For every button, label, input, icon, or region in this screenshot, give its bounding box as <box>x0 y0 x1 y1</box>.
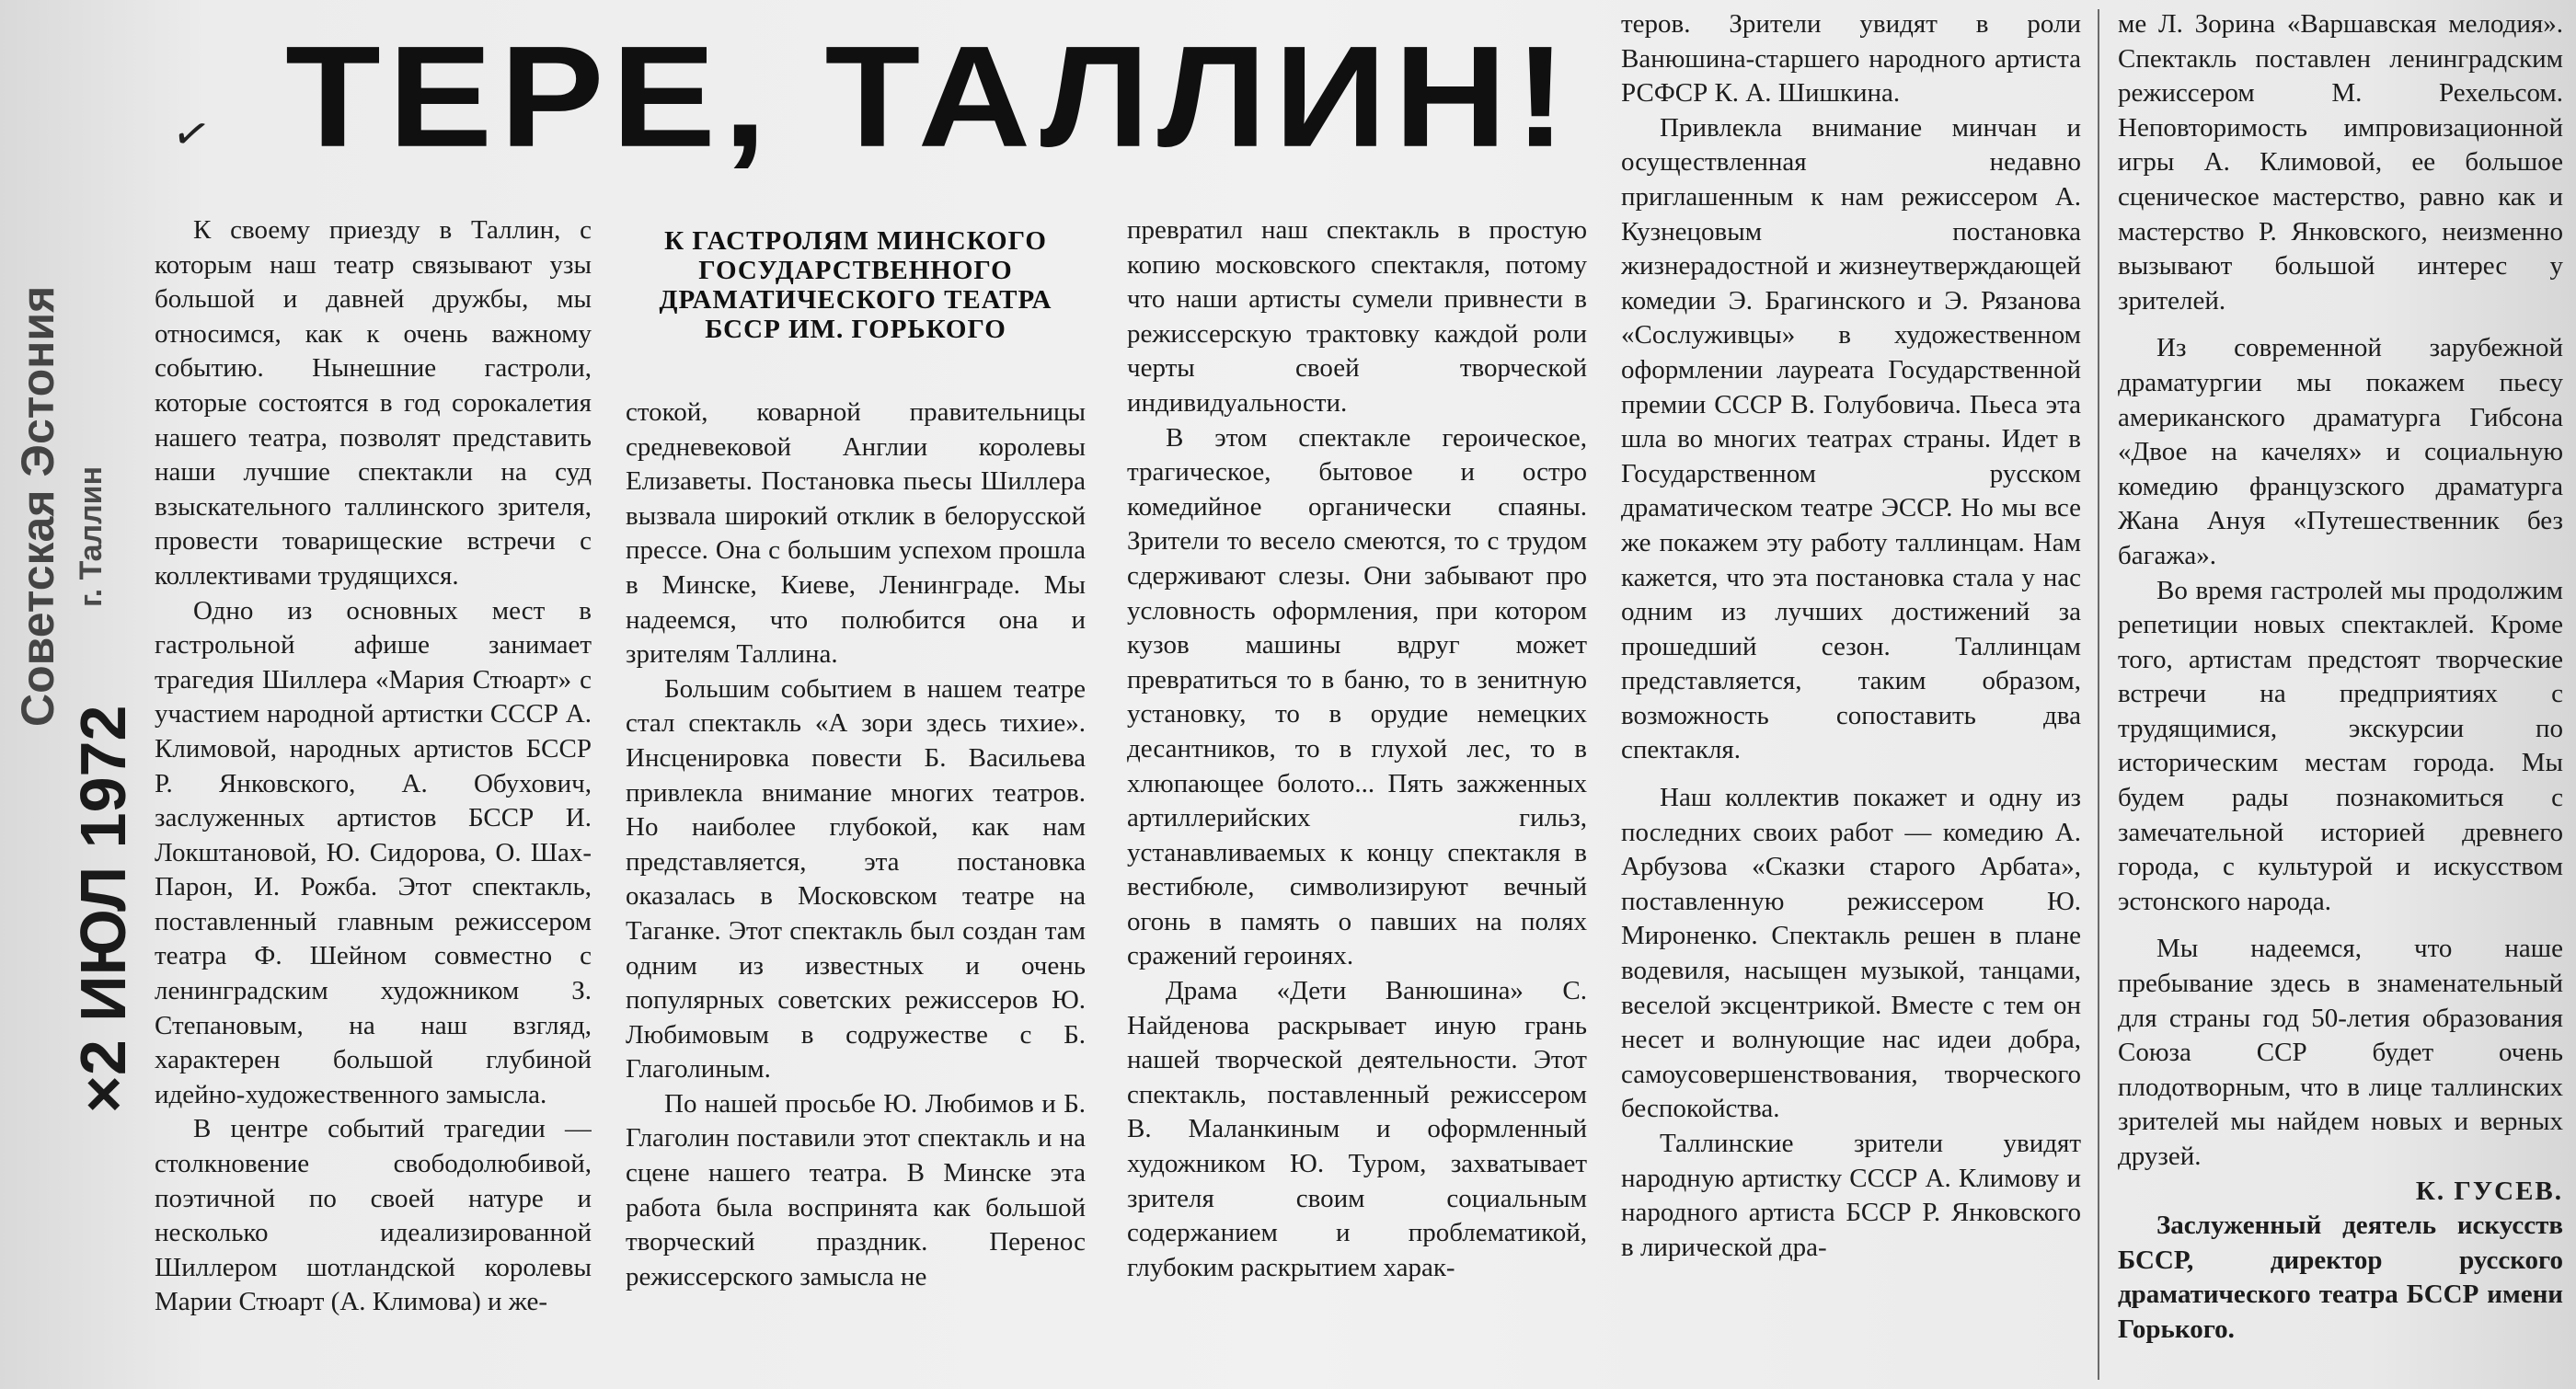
article-column-4 <box>1621 7 2081 1389</box>
paragraph: превратил наш спектакль в простую копию московского спектакля, потому что наши артисты сумели привнести в режиссерскую трактовку каждой роли черты своей творческой индивидуальности. <box>1127 215 1587 418</box>
stamp-city: г. Таллин <box>74 465 109 607</box>
paragraph: стокой, коварной правительницы средневековой Англии королевы Елизаветы. Постановка пьесы Шиллера вызвала широкий отклик в белорусской прессе. Она с большим успехом прошла в Минске, Киеве, Ленинграде. Мы надеемся, что полюбится она и зрителям Таллина. <box>626 397 1086 670</box>
paragraph: В центре событий трагедии — столкновение свободолюбивой, поэтичной по своей натуре и несколько идеализированной Шиллером шотландской королевы Марии Стюарт (А. Климова) и же- <box>155 1114 592 1317</box>
paragraph: Большим событием в нашем театре стал спектакль «А зори здесь тихие». Инсценировка повести Б. Васильева привлекла внимание многих театров. Но наиболее глубокой, как нам представляется, эта постановка оказалась в Московском театре на Таганке. Этот спектакль был создан там одним из известных и очень популярных советских режиссеров Ю. Любимовым в содружестве с Б. Глаголиным. <box>626 673 1086 1085</box>
paragraph: теров. Зрители увидят в роли Ванюшина-старшего народного артиста РСФСР К. А. Шишкина. <box>1621 9 2081 109</box>
paragraph: Мы надеемся, что наше пребывание здесь в знаменательный для страны год 50-летия образования Союза ССР будет очень плодотворным, что в лице таллинских зрителей мы найдем новых и верных друзей. <box>2118 934 2563 1171</box>
paragraph: Одно из основных мест в гастрольной афише занимает трагедия Шиллера «Мария Стюарт» с участием народной артистки СССР А. Климовой, народных артистов БССР Р. Янковского, А. Обухович, заслуженных артистов БССР И. Локштановой, Ю. Сидорова, О. Шах-Парон, И. Рожба. Этот спектакль, поставленный главным режиссером театра Ф. Шейном совместно с ленинградским художником З. Степановым, на наш взгляд, характерен большой глубиной идейно-художественного замысла. <box>155 595 592 1109</box>
column-rule <box>2098 9 2099 1380</box>
paragraph: К своему приезду в Таллин, с которым наш театр связывают узы большой и давней дружбы, мы относимся, как к очень важному событию. Нынешние гастроли, которые состоятся в год сорокалетия нашего театра, позволят представить наши лучшие спектакли на суд взыскательного таллинского зрителя, провести товарищеские встречи с коллективами трудящихся. <box>155 215 592 591</box>
paragraph: В этом спектакле героическое, трагическое, бытовое и остро комедийное органически спаяны. Зрители то весело смеются, то с трудом сдерживают слезы. Они забывают про условность оформления, при котором кузов машины вдруг может превратиться то в баню, то в зенитную установку, то в орудие немецких десантников, то в глухой лес, то в хлюпающее болото... Пять зажженных артиллерийских гильз, устанавливаемых к концу спектакля в вестибюле, символизируют вечный огонь в память о павших на полях сражений героинях. <box>1127 422 1587 971</box>
paragraph: Таллинские зрители увидят народную артистку СССР А. Климову и народного артиста БССР Р. Янковского в лирической дра- <box>1621 1129 2081 1262</box>
author-signature: К. ГУСЕВ. <box>2415 1176 2563 1206</box>
stamp-source: Советская Эстония <box>12 285 63 727</box>
author-credit: Заслуженный деятель искусств БССР, директор русского драматического театра БССР имени Горького. <box>2118 1211 2563 1344</box>
article-column-2 <box>626 396 1086 1389</box>
article-subhead: К ГАСТРОЛЯМ МИНСКОГО ГОСУДАРСТВЕННОГО ДРАМАТИЧЕСКОГО ТЕАТРА БССР ИМ. ГОРЬКОГО <box>659 226 1052 344</box>
check-mark-icon: ✓ <box>167 105 215 164</box>
paragraph: Во время гастролей мы продолжим репетиции новых спектаклей. Кроме того, артистам предстоят творческие встречи на предприятиях с трудящимися, экскурсии по историческим местам города. Мы будем рады познакомиться с замечательной историей древнего города, с культурой и искусством эстонского народа. <box>2118 575 2563 916</box>
article-column-5 <box>2118 7 2563 1389</box>
paragraph: Привлекла внимание минчан и осуществленная недавно приглашенным к нам режиссером А. Кузнецовым постановка жизнерадостной и жизнеутверждающей комедии Э. Брагинского и Э. Рязанова «Сослуживцы» в художественном оформлении лауреата Государственной премии СССР В. Голубовича. Пьеса эта шла во многих театрах страны. Идет в Государственном русском драматическом театре ЭССР. Но мы все же покажем эту работу таллинцам. Нам кажется, что эта постановка стала у нас одним из лучших достижений за прошедший сезон. Таллинцам представляется, таким образом, возможность сопоставить два спектакля. <box>1621 112 2081 765</box>
paragraph: Драма «Дети Ванюшина» С. Найденова раскрывает иную грань нашей творческой деятельности. Этот спектакль, поставленный режиссером В. Маланкиным и оформленный художником Ю. Туром, захватывает зрителя своим социальным содержанием и проблематикой, глубоким раскрытием харак- <box>1127 976 1587 1282</box>
paragraph: Из современной зарубежной драматургии мы покажем пьесу американского драматурга Гибсона «Двое на качелях» и социальную комедию французского драматурга Жана Ануя «Путешественник без багажа». <box>2118 333 2563 570</box>
headline: ТЕРЕ, ТАЛЛИН! <box>285 17 1574 178</box>
paragraph: По нашей просьбе Ю. Любимов и Б. Глаголин поставили этот спектакль и на сцене нашего театра. В Минске эта работа была воспринята как большой творческий праздник. Перенос режиссерского замысла не <box>626 1088 1086 1291</box>
article-column-1 <box>155 213 592 1389</box>
article-column-3 <box>1127 213 1587 1389</box>
archive-stamp <box>0 0 156 1389</box>
paragraph: Наш коллектив покажет и одну из последних своих работ — комедию А. Арбузова «Сказки старого Арбата», поставленную режиссером Ю. Мироненко. Спектакль решен в плане водевиля, насыщен музыкой, танцами, веселой эксцентрикой. Вместе с тем он несет и волнующие нас идеи добра, самоусовершенствования, творческого беспокойства. <box>1621 783 2081 1124</box>
paragraph: ме Л. Зорина «Варшавская мелодия». Спектакль поставлен ленинградским режиссером М. Рехельсом. Неповторимость импровизационной игры А. Климовой, ее большое сценическое мастерство, равно как и мастерство Р. Янковского, неизменно вызывают большой интерес у зрителей. <box>2118 9 2563 316</box>
stamp-date: ×2 ИЮЛ 1972 <box>67 705 139 1113</box>
